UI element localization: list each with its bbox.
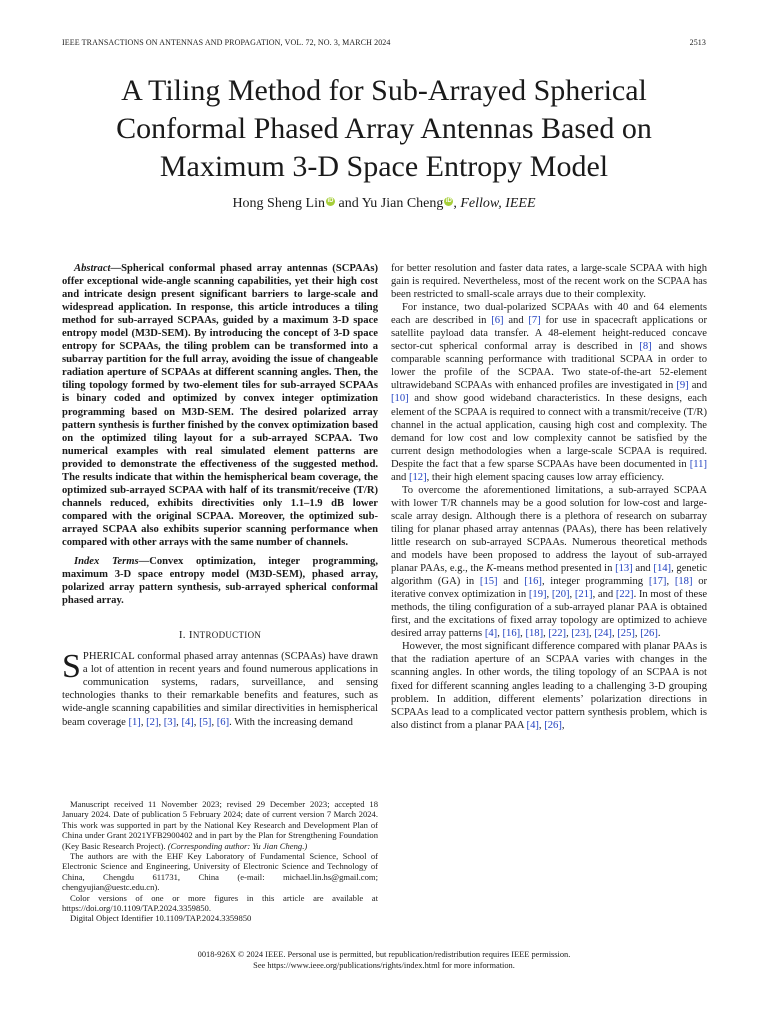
index-terms-label: Index Terms bbox=[74, 556, 139, 568]
title-line: A Tiling Method for Sub-Arrayed Spherical bbox=[121, 74, 647, 107]
author-name: Hong Sheng Lin bbox=[232, 196, 325, 211]
citation-link[interactable]: [8] bbox=[639, 341, 652, 353]
citation-link[interactable]: [18] bbox=[525, 628, 544, 640]
citation-link[interactable]: [1] bbox=[128, 716, 141, 728]
citation-link[interactable]: [26] bbox=[544, 719, 562, 731]
footnote: Color versions of one or more figures in this article are available at https://doi.org/10.1109/TAP.2024.3359850. bbox=[62, 892, 378, 914]
citation-link[interactable]: [7] bbox=[528, 315, 541, 327]
citation-link[interactable]: [16] bbox=[524, 576, 542, 588]
section-heading: I. INTRODUCTION bbox=[178, 629, 262, 642]
citation-link[interactable]: [4] bbox=[526, 719, 539, 731]
paragraph: for better resolution and faster data rates, a large-scale SCPAA with high gain is required. Nevertheless, most of the recent work on the SCPAA has been restricted to small-scale arrays due to their complexity. bbox=[391, 263, 707, 301]
citation-link[interactable]: [19] bbox=[528, 589, 547, 601]
citation-link[interactable]: [9] bbox=[676, 380, 689, 392]
citation-link[interactable]: [2] bbox=[146, 716, 159, 728]
index-terms-text: Convex optimization, integer programming, maximum 3-D space entropy model (M3D-SEM), phased array, polarized array pattern synthesis, sub-arrayed spherical conformal phased array. bbox=[62, 556, 378, 607]
running-header bbox=[62, 38, 706, 47]
orcid-icon[interactable]: iD bbox=[327, 198, 334, 204]
citation-link[interactable]: [18] bbox=[674, 576, 693, 588]
abstract: Abstract—Spherical conformal phased array antennas (SCPAAs) offer exceptional wide-angle scanning capabilities, yet their high cost and intricate design present significant barriers to large-scale and widespread application. In response, this article introduces a tiling method for sub-arrayed SCPAAs, guided by a maximum 3-D space entropy model (M3D-SEM). By introducing the concept of 3-D space entropy for SCPAAs, the tiling problem can be transformed into a subarray partition for the full array, avoiding the issue of changeable radiation aperture of SCPAAs at different scanning angles. Then, the tiling topology formed by two-element tiles for sub-arrayed SCPAAs is binary coded and optimized by convex integer optimization programming based on M3D-SEM. The desired polarized array pattern synthesis is further finished by the convex optimization based on the optimized tiling layout for a sub-arrayed SCPAA. Two numerical examples with real simulated element patterns are provided to demonstrate the effectiveness of the suggested method. The results indicate that within the hemispherical beam coverage, the optimized sub-arrayed SCPAA with half of its transmit/receive (T/R) channels reduced, exhibits directivities only 1.1–1.9 dB lower compared with the original SCPAA. Moreover, the optimized sub-arrayed SCPAA also exhibits superior scanning performance when compared with other arrays with the same number of channels. bbox=[62, 263, 378, 548]
citation-link[interactable]: [6] bbox=[216, 716, 230, 728]
orcid-icon[interactable]: iD bbox=[445, 198, 452, 204]
citation-link[interactable]: [20] bbox=[551, 589, 570, 601]
citation-link[interactable]: [25] bbox=[617, 628, 635, 640]
footnote: Digital Object Identifier 10.1109/TAP.2024.3359850 bbox=[70, 913, 252, 924]
paragraph: To overcome the aforementioned limitations, a sub-arrayed SCPAA with lower T/R channels may be a good solution for low-cost and large-scale array design. Although there is a plethora of research on subarray tiling for planar phased array antennas (PAAs), there has been relatively little research on sub-arrayed SCPAAs. Numerous theoretical methods and models have been proposed to address the layout of sub-arrayed planar PAAs, e.g., the K-means method presented in [13] and [14], genetic algorithm (GA) in [15] and [16], integer programming [17], [18] or iterative convex optimization in [19], [20], [21], and [22]. In most of these methods, the tiling configuration of a sub-arrayed planar PAA is obtained first, and the excitations of fixed array topology are optimized to achieve desired array patterns [4], [16], [18], [22], [23], [24], [25], [26]. bbox=[391, 484, 708, 640]
author-name: Yu Jian Cheng bbox=[361, 196, 444, 211]
citation-link[interactable]: [24] bbox=[594, 628, 612, 640]
title-line: Maximum 3-D Space Entropy Model bbox=[159, 150, 609, 183]
citation-link[interactable]: [5] bbox=[199, 716, 212, 728]
citation-link[interactable]: [26] bbox=[640, 628, 658, 640]
title-line: Conformal Phased Array Antennas Based on bbox=[116, 112, 652, 145]
citation-link[interactable]: [16] bbox=[502, 628, 521, 640]
left-column bbox=[62, 262, 378, 729]
footnotes bbox=[62, 799, 378, 924]
citation-link[interactable]: [14] bbox=[653, 563, 672, 575]
footnote: The authors are with the EHF Key Laboratory of Fundamental Science, School of Electronic Science and Engineering, University of Electronic Science and Technology of China, Chengdu 611731, China (e-mail: michael.lin.hs@gmail.com; chengyujian@uestc.edu.cn). bbox=[62, 851, 378, 893]
citation-link[interactable]: [23] bbox=[571, 628, 590, 640]
citation-link[interactable]: [13] bbox=[615, 563, 633, 575]
right-column bbox=[391, 262, 707, 732]
drop-cap: S bbox=[62, 648, 81, 686]
citation-link[interactable]: [21] bbox=[574, 589, 593, 601]
intro-paragraph: SPHERICAL conformal phased array antennas (SCPAAs) have drawn a lot of attention in recent years and found numerous applications in communication systems, radars, surveillance, and sensing technologies thanks to their remarkable benefits and features, such as wide-angle scanning capabilities and similar directivities in hemispherical beam coverage [1], [2], [3], [4], [5], [6]. With the increasing demand bbox=[62, 648, 378, 728]
paper-title bbox=[40, 72, 728, 186]
copyright-footer bbox=[62, 950, 706, 971]
footnote: Manuscript received 11 November 2023; revised 29 December 2023; accepted 18 January 2024. Date of publication 5 February 2024; date of current version 7 March 2024. This work was supported in part by the National Key Research and Development Plan of China under Grant 2021YFB2900402 and in part by the Plan for Strengthening Foundation (Key Basic Research Project). (Corresponding author: Yu Jian Cheng.) bbox=[62, 799, 378, 851]
citation-link[interactable]: [3] bbox=[163, 716, 177, 728]
citation-link[interactable]: [6] bbox=[491, 315, 504, 327]
citation-link[interactable]: [10] bbox=[391, 393, 409, 405]
citation-link[interactable]: [17] bbox=[648, 576, 667, 588]
author-list: Hong Sheng Lin iD and Yu Jian Cheng iD , Fellow, IEEE bbox=[232, 196, 536, 211]
citation-link[interactable]: [15] bbox=[479, 576, 498, 588]
abstract-text: Spherical conformal phased array antennas (SCPAAs) offer exceptional wide-angle scanning capabilities, yet their high cost and intricate design present significant barriers to large-scale and widespread application. In response, this article introduces a tiling method for sub-arrayed SCPAAs, guided by a maximum 3-D space entropy model (M3D-SEM). By introducing the concept of 3-D space entropy for SCPAAs, the tiling problem can be transformed into a subarray partition for the full array, avoiding the issue of changeable radiation aperture of SCPAAs at different scanning angles. Then, the tiling topology formed by two-element tiles for sub-arrayed SCPAAs is binary coded and optimized by convex integer optimization programming based on M3D-SEM. The desired polarized array pattern synthesis is further finished by the convex optimization based on the optimized tiling layout for a sub-arrayed SCPAA. Two numerical examples with real simulated element patterns are provided to demonstrate the effectiveness of the suggested method. The results indicate that within the hemispherical beam coverage, the optimized sub-arrayed SCPAA with half of its transmit/receive (T/R) channels reduced, exhibits directivities only 1.1–1.9 dB lower compared with the original SCPAA. Moreover, the optimized sub-arrayed SCPAA also exhibits superior scanning performance when compared with other arrays with the same number of channels. bbox=[62, 263, 378, 548]
index-terms: Index Terms—Convex optimization, integer programming, maximum 3-D space entropy model (M3D-SEM), phased array, polarized array pattern synthesis, sub-arrayed spherical conformal phased array. bbox=[62, 556, 378, 607]
citation-link[interactable]: [4] bbox=[181, 716, 194, 728]
paragraph: For instance, two dual-polarized SCPAAs with 40 and 64 elements each are described in [6] and [7] for use in spacecraft applications or satellite payload data transfer. A 48-element height-reduced concave sector-cut spherical conformal array is described in [8] and shows comparable scanning performance with traditional SCPAA in order to lower the profile of the SCPAA. Two state-of-the-art 52-element ultrawideband SCPAAs with enhanced profiles are investigated in [9] and [10] and show good wideband characteristics. In these designs, each element of the SCPAA is required to connect with a transmit/receive (T/R) channel in the actual application, causing high cost and complexity. The demand for low cost and low complexity cannot be satisfied by the current design methodologies when a large-scale SCPAA is required. Despite the fact that a few sparse SCPAAs have been documented in [11] and [12], their high element spacing causes low array efficiency. bbox=[391, 302, 708, 483]
citation-link[interactable]: [22] bbox=[548, 628, 567, 640]
author-grade: Fellow, IEEE bbox=[460, 196, 536, 211]
paragraph: However, the most significant difference compared with planar PAAs is that the radiation aperture of an SCPAA varies with changes in the scanning angles. In other words, the tiling topology of an SCPAA is not fixed for different scanning angles leading to a challenging 3-D grouping problem. In addition, different elements’ polarization directions in SCPAAs lead to a complicated vector pattern synthesis problem, which is also distinct from a planar PAA [4], [26], bbox=[391, 641, 707, 731]
footer-line: 0018-926X © 2024 IEEE. Personal use is permitted, but republication/redistribution requires IEEE permission. bbox=[197, 950, 571, 959]
citation-link[interactable]: [22] bbox=[615, 589, 634, 601]
citation-link[interactable]: [4] bbox=[484, 628, 498, 640]
abstract-label: Abstract bbox=[74, 263, 111, 274]
page-number: 2513 bbox=[689, 38, 706, 47]
citation-link[interactable]: [12] bbox=[408, 471, 427, 483]
citation-link[interactable]: [11] bbox=[689, 458, 707, 470]
journal-name: IEEE TRANSACTIONS ON ANTENNAS AND PROPAGATION, VOL. 72, NO. 3, MARCH 2024 bbox=[62, 38, 391, 47]
footer-line: See https://www.ieee.org/publications/rights/index.html for more information. bbox=[253, 960, 515, 970]
